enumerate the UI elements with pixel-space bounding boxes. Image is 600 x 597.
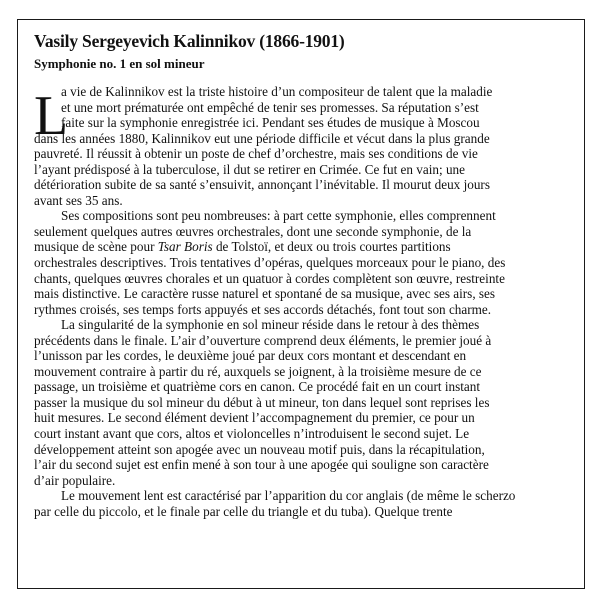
- page-title: Vasily Sergeyevich Kalinnikov (1866-1901): [34, 31, 345, 51]
- text-line: développement atteint son apogée avec un nouveau motif puis, dans la récapitulation,: [34, 441, 485, 457]
- text-line: Le mouvement lent est caractérisé par l’apparition du cor anglais (de même le scherzo: [61, 488, 516, 504]
- text-span: musique de scène pour: [34, 239, 158, 255]
- text-line: mouvement contraire à partir du ré, auxquels se joignent, à la troisième mesure de ce: [34, 363, 482, 379]
- text-line: orchestrales descriptives. Trois tentatives d’opéras, quelques morceaux pour le piano, des: [34, 255, 506, 271]
- text-line: seulement quelques autres œuvres orchestrales, dont une seconde symphonie, de la: [34, 223, 472, 239]
- text-line: passer la musique du sol mineur du début à ut mineur, ton dans lequel sont reprises les: [34, 394, 490, 410]
- text-line: précédents dans le finale. L’air d’ouverture comprend deux éléments, le premier joué à: [34, 332, 492, 348]
- drop-cap: L: [34, 85, 69, 147]
- text-line: l’unisson par les cordes, le deuxième joué par deux cors montant et descendant en: [34, 348, 467, 364]
- document-page: [17, 19, 585, 589]
- article-body: [34, 84, 574, 519]
- text-line: et une mort prématurée ont empêché de tenir ses promesses. Sa réputation s’est: [61, 99, 479, 115]
- text-line: mais distinctive. Le caractère russe naturel et spontané de sa musique, avec ses airs, ses: [34, 286, 496, 302]
- text-line: l’air du second sujet est enfin mené à son tour à une apogée qui souligne son caractère: [34, 457, 489, 473]
- text-line: [34, 239, 574, 255]
- text-line: détérioration subite de sa santé s’ensuivit, annonçant l’inévitable. Il mourut deux jours: [34, 177, 490, 193]
- text-line: dans les années 1880, Kalinnikov eut une période difficile et vécut dans la plus grande: [34, 130, 490, 146]
- text-line: avant ses 35 ans.: [34, 192, 123, 208]
- text-line: huit mesures. Le second élément devient l’accompagnement du premier, ce pour un: [34, 410, 475, 426]
- work-title-italic: Tsar Boris: [157, 239, 213, 255]
- text-line: l’ayant prédisposé à la tuberculose, il dut se retirer en Crimée. Ce fut en vain; une: [34, 161, 466, 177]
- text-line: par celle du piccolo, et le finale par celle du triangle et du tuba). Quelque trente: [34, 503, 453, 519]
- page-subtitle: Symphonie no. 1 en sol mineur: [34, 56, 205, 71]
- text-line: rythmes croisés, ses temps forts appuyés et ses accords détachés, font tout son charme.: [34, 301, 492, 317]
- text-line: d’air populaire.: [34, 472, 116, 488]
- text-line: pauvreté. Il réussit à obtenir un poste de chef d’orchestre, mais ses conditions de vie: [34, 146, 478, 162]
- text-line: court instant avant que cors, altos et violoncelles n’introduisent le second sujet. Le: [34, 426, 470, 442]
- text-line: passage, un troisième et quatrième cors en canon. Ce procédé fait en un court instant: [34, 379, 481, 395]
- text-line: a vie de Kalinnikov est la triste histoire d’un compositeur de talent que la maladie: [61, 84, 493, 99]
- text-span: de Tolstoï, et deux ou trois courtes partitions: [212, 239, 451, 255]
- text-line: faite sur la symphonie enregistrée ici. Pendant ses études de musique à Moscou: [61, 115, 480, 131]
- text-line: chants, quelques œuvres chorales et un quatuor à cordes complètent son œuvre, restreinte: [34, 270, 505, 286]
- text-line: La singularité de la symphonie en sol mineur réside dans le retour à des thèmes: [61, 317, 480, 333]
- text-line: Ses compositions sont peu nombreuses: à part cette symphonie, elles comprennent: [61, 208, 496, 224]
